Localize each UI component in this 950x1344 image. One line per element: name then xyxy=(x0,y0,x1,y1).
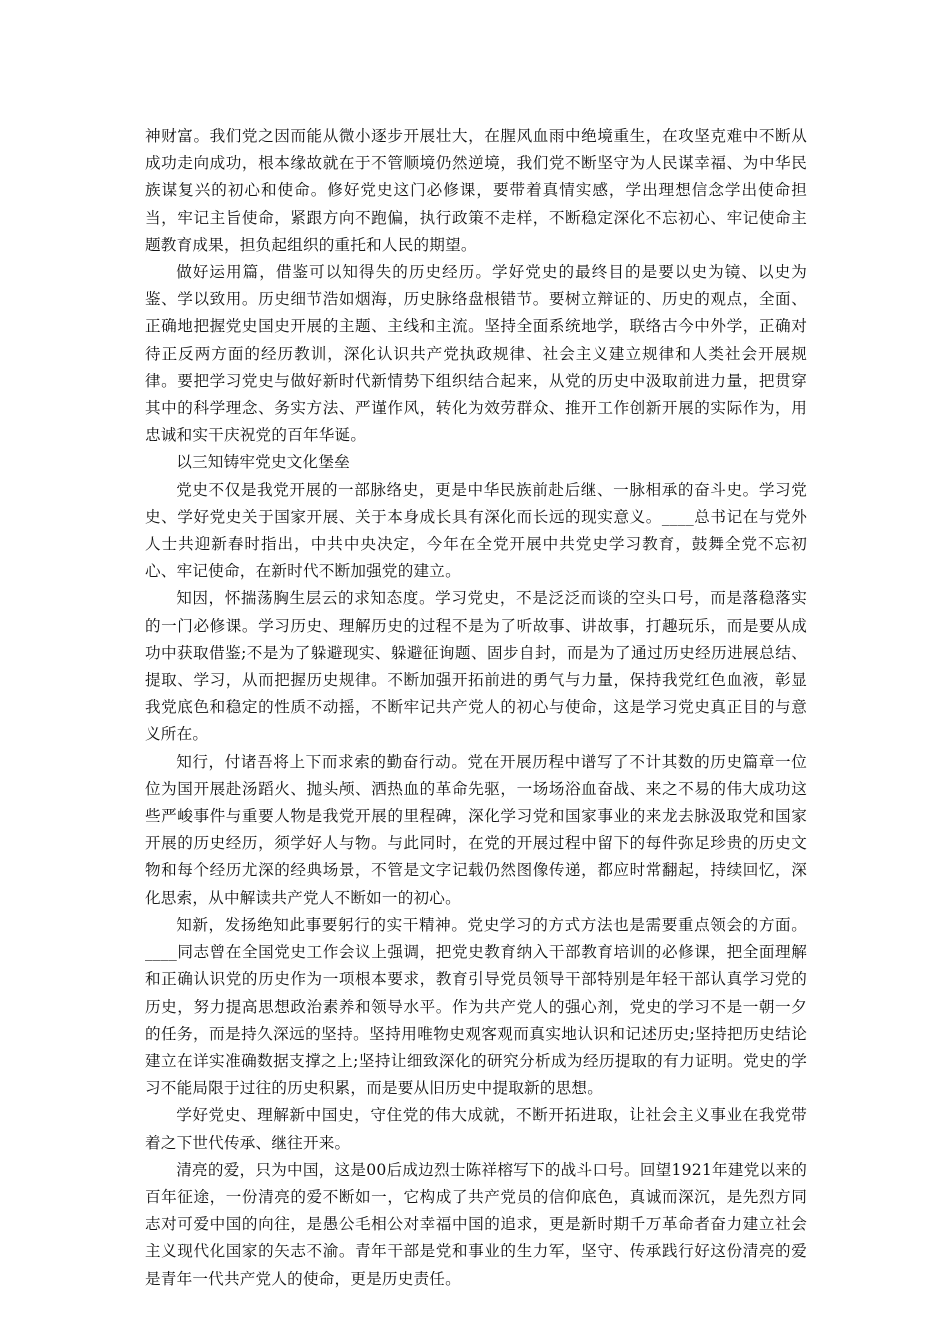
paragraph-zhixin: 知新，发扬绝知此事要躬行的实干精神。党史学习的方式方法也是需要重点领会的方面。____同志曾在全国党史工作会议上强调，把党史教育纳入干部教育培训的必修课，把全面理解和正确认识党的历史作为一项根本要求，教育引导党员领导干部特别是年轻干部认真学习党的历史，努力提高思想政治素养和领导水平。作为共产党人的强心剂，党史的学习不是一朝一夕的任务，而是持久深远的坚持。坚持用唯物史观客观而真实地认识和记述历史;坚持把历史结论建立在详实准确数据支撑之上;坚持让细致深化的研究分析成为经历提取的有力证明。党史的学习不能局限于过往的历史积累，而是要从旧历史中提取新的思想。 xyxy=(145,915,807,1098)
paragraph-zhixing: 知行，付诸吾将上下而求索的勤奋行动。党在开展历程中谱写了不计其数的历史篇章一位位为国开展赴汤蹈火、抛头颅、洒热血的革命先驱，一场场浴血奋战、来之不易的伟大成功这些严峻事件与重要人物是我党开展的里程碑，深化学习党和国家事业的来龙去脉汲取党和国家开展的历史经历，须学好人与物。与此同时，在党的开展过程中留下的每件弥足珍贵的历史文物和每个经历尤深的经典场景，不管是文字记载仍然图像传递，都应时常翻起，持续回忆，深化思索，从中解读共产党人不断如一的初心。 xyxy=(145,752,807,907)
paragraph-intro: 党史不仅是我党开展的一部脉络史，更是中华民族前赴后继、一脉相承的奋斗史。学习党史、学好党史关于国家开展、关于本身成长具有深化而长远的现实意义。____总书记在与党外人士共迎新春时指出，中共中央决定，今年在全党开展中共党史学习教育，鼓舞全党不忘初心、牢记使命，在新时代不断加强党的建立。 xyxy=(145,480,807,581)
paragraph-application: 做好运用篇，借鉴可以知得失的历史经历。学好党史的最终目的是要以史为镜、以史为鉴、学以致用。历史细节浩如烟海，历史脉络盘根错节。要树立辩证的、历史的观点，全面、正确地把握党史国史开展的主题、主线和主流。坚持全面系统地学，联络古今中外学，正确对待正反两方面的经历教训，深化认识共产党执政规律、社会主义建立规律和人类社会开展规律。要把学习党史与做好新时代新情势下组织结合起来，从党的历史中汲取前进力量，把贯穿其中的科学理念、务实方法、严谨作风，转化为效劳群众、推开工作创新开展的实际作为，用忠诚和实干庆祝党的百年华诞。 xyxy=(145,263,807,445)
paragraph-conclusion: 学好党史、理解新中国史，守住党的伟大成就，不断开拓进取，让社会主义事业在我党带着之下世代传承、继往开来。 xyxy=(145,1106,807,1152)
paragraph-zhiyin: 知因，怀揣荡胸生层云的求知态度。学习党史，不是泛泛而谈的空头口号，而是落稳落实的一门必修课。学习历史、理解历史的过程不是为了听故事、讲故事，打趣玩乐，而是要从成功中获取借鉴;不是为了躲避现实、躲避征询题、固步自封，而是为了通过历史经历进展总结、提取、学习，从而把握历史规律。不断加强开拓前进的勇气与力量，保持我党红色血液，彰显我党底色和稳定的性质不动摇，不断牢记共产党人的初心与使命，这是学习党史真正目的与意义所在。 xyxy=(145,589,807,744)
section-heading: 以三知铸牢党史文化堡垒 xyxy=(176,453,350,472)
paragraph-continuation: 神财富。我们党之因而能从微小逐步开展壮大，在腥风血雨中绝境重生，在攻坚克难中不断从成功走向成功，根本缘故就在于不管顺境仍然逆境，我们党不断坚守为人民谋幸福、为中华民族谋复兴的初心和使命。修好党史这门必修课，要带着真情实感，学出理想信念学出使命担当，牢记主旨使命，紧跟方向不跑偏，执行政策不走样，不断稳定深化不忘初心、牢记使命主题教育成果，担负起组织的重托和人民的期望。 xyxy=(145,127,807,254)
paragraph-love: 清亮的爱，只为中国，这是00后成边烈士陈祥榕写下的战斗口号。回望1921年建党以来的百年征途，一份清亮的爱不断如一，它构成了共产党员的信仰底色，真诚而深沉，是先烈方同志对可爱中国的向往，是愚公毛相公对幸福中国的追求，更是新时期千万革命者奋力建立社会主义现代化国家的矢志不渝。青年干部是党和事业的生力军，坚守、传承践行好这份清亮的爱是青年一代共产党人的使命，更是历史责任。 xyxy=(145,1160,807,1288)
document-body xyxy=(145,123,807,1293)
